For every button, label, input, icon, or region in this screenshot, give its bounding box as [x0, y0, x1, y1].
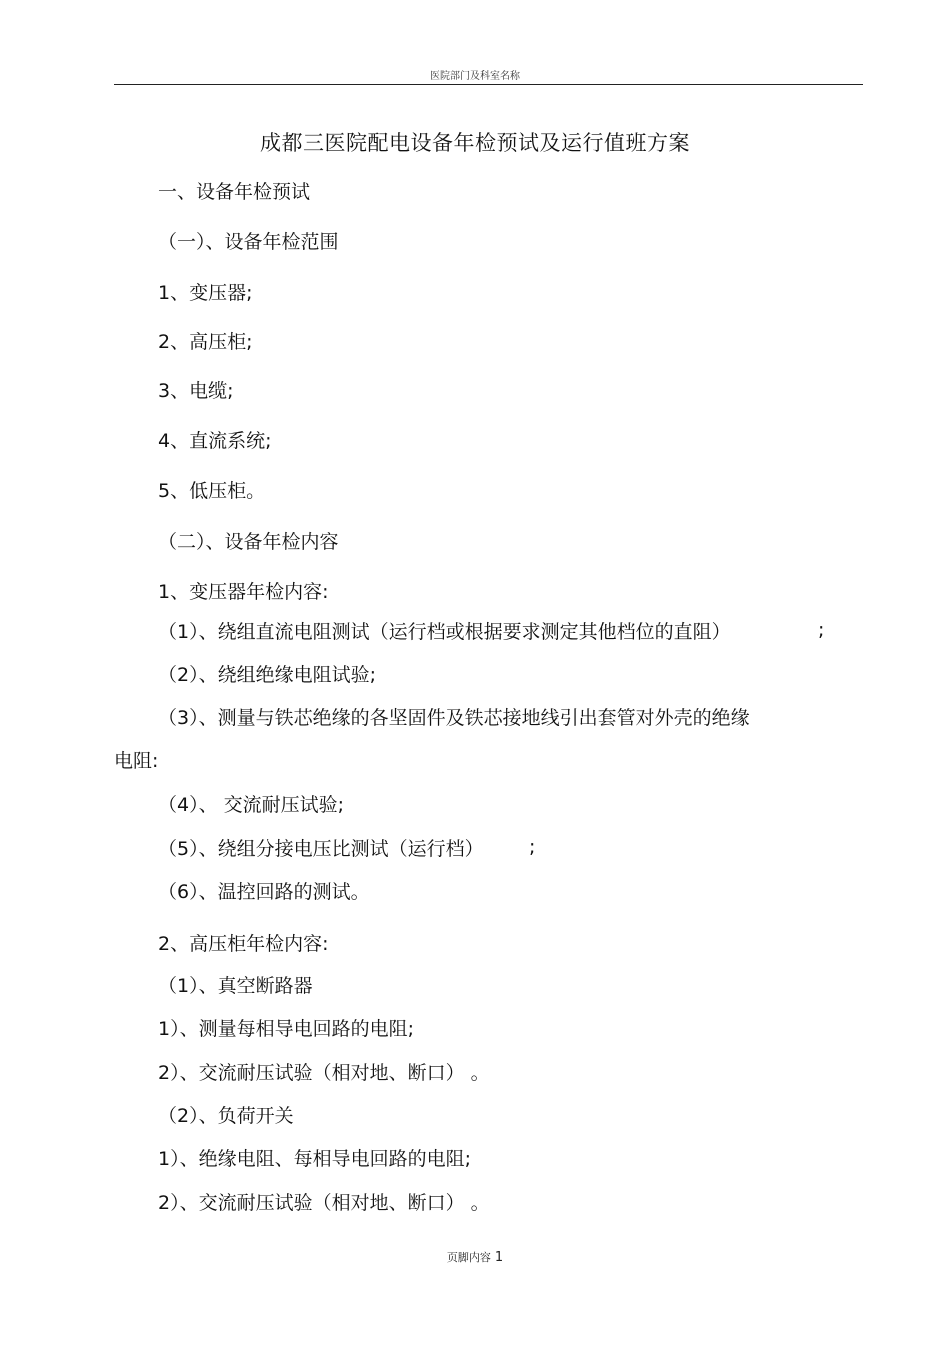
subsection-heading: （二）、设备年检内容: [158, 531, 339, 553]
list-item: 2）、交流耐压试验（相对地、断口） 。: [158, 1192, 490, 1214]
list-item: 1）、绝缘电阻、每相导电回路的电阻;: [158, 1148, 471, 1170]
page-number: 1: [494, 1250, 504, 1265]
document-title: 成都三医院配电设备年检预试及运行值班方案: [260, 131, 690, 155]
section-heading: 一、设备年检预试: [158, 181, 311, 203]
page-footer: [0, 1249, 950, 1265]
header-rule: [114, 84, 863, 85]
list-item: 5、低压柜。: [158, 480, 266, 502]
list-item: （3）、测量与铁芯绝缘的各坚固件及铁芯接地线引出套管对外壳的绝缘: [158, 707, 750, 729]
list-item: 2、高压柜;: [158, 331, 253, 353]
list-item: （6）、温控回路的测试。: [158, 881, 370, 903]
list-item: 2、高压柜年检内容:: [158, 933, 329, 955]
list-item: （5）、绕组分接电压比测试（运行档）: [158, 838, 484, 860]
trailing-semicolon: ;: [818, 619, 825, 641]
footer-label: 页脚内容: [446, 1251, 491, 1264]
list-item: 1、变压器年检内容:: [158, 581, 329, 603]
list-item: 3、电缆;: [158, 380, 234, 402]
list-item: 1）、测量每相导电回路的电阻;: [158, 1018, 414, 1040]
list-item: 2）、交流耐压试验（相对地、断口） 。: [158, 1062, 490, 1084]
list-item: 4、直流系统;: [158, 430, 272, 452]
trailing-semicolon: ;: [529, 836, 536, 858]
list-item: （2）、负荷开关: [158, 1105, 294, 1127]
list-item-continuation: 电阻:: [114, 750, 159, 772]
list-item: 1、变压器;: [158, 282, 253, 304]
subsection-heading: （一）、设备年检范围: [158, 231, 339, 253]
page-header: 医院部门及科室名称: [430, 71, 520, 82]
list-item: （1）、绕组直流电阻测试（运行档或根据要求测定其他档位的直阻）: [158, 621, 731, 643]
list-item: （4）、 交流耐压试验;: [158, 794, 345, 816]
list-item: （1）、真空断路器: [158, 975, 313, 997]
list-item: （2）、绕组绝缘电阻试验;: [158, 664, 376, 686]
